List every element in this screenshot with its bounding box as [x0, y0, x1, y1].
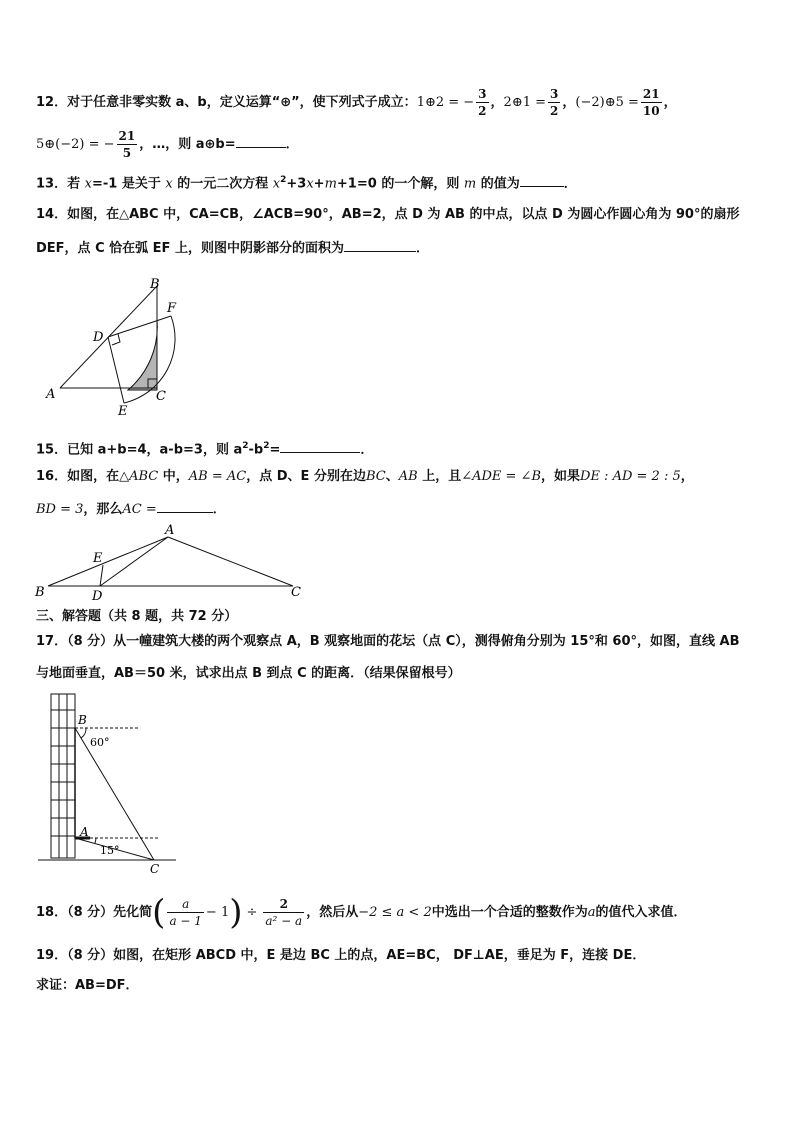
label-D: D	[92, 589, 103, 604]
section-heading: 三、解答题（共 8 题，共 72 分）	[36, 609, 238, 624]
question-19-line1: 19．（8 分）如图，在矩形 ABCD 中，E 是边 BC 上的点，AE=BC， DF⊥AE，垂足为 F，连接 DE．	[36, 948, 646, 963]
label-E: E	[93, 551, 103, 566]
answer-blank[interactable]	[344, 237, 416, 252]
label-B: B	[150, 277, 160, 292]
label-C: C	[150, 862, 160, 876]
answer-blank[interactable]	[280, 438, 360, 453]
fraction: $\frac{21}{10}$	[642, 87, 660, 118]
label-C: C	[156, 389, 166, 404]
question-12-line1: 12．对于任意非零实数 a、b，定义运算“⊕”，使下列式子成立：1⊕2 = − $\frac{3}{2}$ ，2⊕1 = $\frac{3}{2}$ ，(−2)⊕5 = $\frac{21}{10}$ ，	[36, 87, 677, 118]
answer-blank[interactable]	[520, 172, 564, 187]
question-12-line2: 5⊕(−2) = − $\frac{21}{5}$ ，…，则 a⊕b= ．	[36, 129, 299, 160]
question-15: 15．已知 a+b=4，a-b=3，则 $a^2-b^2=$ ．	[36, 436, 373, 460]
fraction: $\frac{3}{2}$	[478, 87, 487, 118]
label-A: A	[165, 523, 175, 538]
question-14-line2: DEF，点 C 恰在弧 EF 上，则图中阴影部分的面积为 ．	[36, 237, 429, 259]
label-F: F	[167, 301, 177, 316]
question-number: 12．	[36, 95, 68, 110]
question-17-line2: 与地面垂直，AB＝50 米，试求出点 B 到点 C 的距离．（结果保留根号）	[36, 666, 461, 681]
question-18: 18．（8 分）先化简( $\frac{a}{a - 1}$ − 1) ÷ $\frac{2}{\text{a² − a}}$ ，然后从−2 ≤ a < 2中选出一个合适的整数作为a的值代入求值．	[36, 892, 687, 933]
label-D: D	[93, 330, 104, 345]
label-A: A	[46, 387, 56, 402]
fraction: $\frac{2}{\text{a² − a}}$	[265, 897, 303, 928]
question-text: 对于任意非零实数 a、b，定义运算“⊕”，使下列式子成立：	[67, 95, 417, 110]
label-E: E	[118, 404, 128, 419]
fraction: $\frac{21}{5}$	[118, 129, 136, 160]
answer-blank[interactable]	[236, 133, 286, 148]
angle-15: 15°	[100, 844, 120, 857]
question-13: 13．若 x=-1 是关于 x 的一元二次方程 $x^2+3x+m+1=0$ 的一个解，则 m 的值为 ．	[36, 170, 577, 194]
figure-17	[34, 686, 184, 876]
label-C: C	[291, 585, 301, 600]
question-16-line1: 16．如图，在△ABC 中，AB = AC，点 D、E 分别在边BC、AB 上，且∠ADE = ∠B，如果DE : AD = 2 : 5，	[36, 469, 694, 484]
answer-blank[interactable]	[157, 498, 213, 513]
question-14-line1: 14．如图，在△ABC 中，CA=CB，∠ACB=90°，AB=2，点 D 为 AB 的中点，以点 D 为圆心作圆心角为 90°的扇形	[36, 207, 740, 222]
fraction: $\frac{a}{a - 1}$	[169, 897, 202, 928]
angle-60: 60°	[90, 736, 110, 749]
figure-16	[32, 520, 322, 606]
question-19-line2: 求证：AB=DF．	[36, 978, 139, 993]
label-B: B	[78, 713, 87, 727]
label-B: B	[35, 585, 45, 600]
figure-14	[40, 272, 200, 422]
label-A: A	[80, 825, 89, 839]
question-16-line2: BD = 3，那么AC = ．	[36, 498, 226, 520]
fraction: $\frac{3}{2}$	[550, 87, 559, 118]
question-17-line1: 17．（8 分）从一幢建筑大楼的两个观察点 A，B 观察地面的花坛（点 C），测得俯角分别为 15°和 60°，如图，直线 AB	[36, 634, 740, 649]
